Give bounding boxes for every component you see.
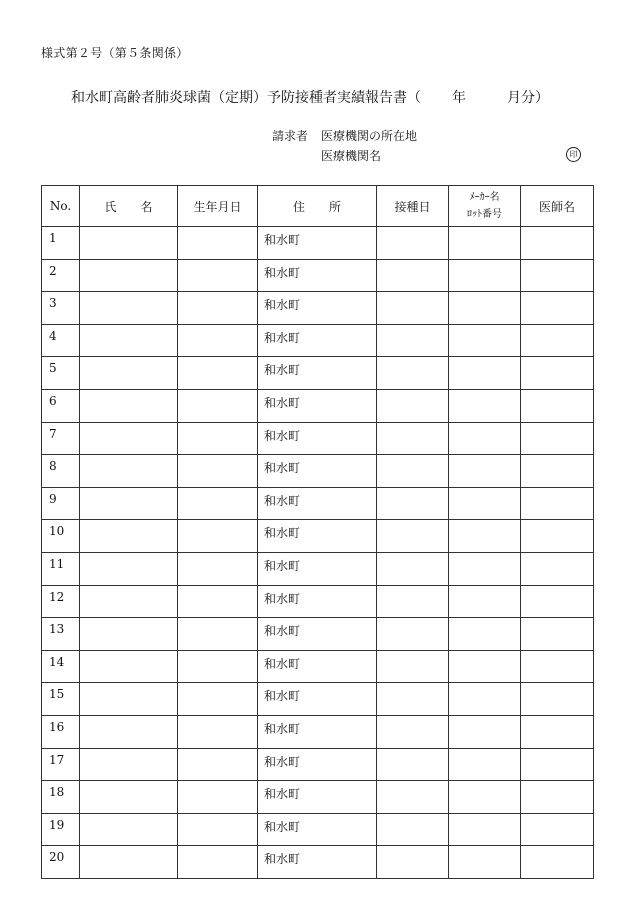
- name-cell[interactable]: [80, 650, 178, 683]
- vaccination-date-cell[interactable]: [377, 487, 449, 520]
- header-maker-lot: [449, 186, 521, 227]
- name-cell[interactable]: [80, 324, 178, 357]
- header-address: 住 所: [258, 186, 377, 227]
- maker-lot-cell[interactable]: [449, 781, 521, 814]
- birthdate-cell[interactable]: [178, 846, 258, 879]
- address-cell[interactable]: 和水町: [258, 389, 377, 422]
- birthdate-cell[interactable]: [178, 227, 258, 260]
- vaccination-date-cell[interactable]: [377, 846, 449, 879]
- name-cell[interactable]: [80, 846, 178, 879]
- row-number: 18: [42, 781, 80, 814]
- row-number: 20: [42, 846, 80, 879]
- address-cell[interactable]: 和水町: [258, 650, 377, 683]
- birthdate-cell[interactable]: [178, 585, 258, 618]
- maker-lot-cell[interactable]: [449, 357, 521, 390]
- birthdate-cell[interactable]: [178, 813, 258, 846]
- claimant-label: 請求者: [272, 129, 309, 143]
- header-doctor: 医師名: [521, 186, 594, 227]
- doctor-cell[interactable]: [521, 552, 594, 585]
- row-number: 14: [42, 650, 80, 683]
- maker-lot-cell[interactable]: [449, 422, 521, 455]
- birthdate-cell[interactable]: [178, 357, 258, 390]
- maker-lot-cell[interactable]: [449, 259, 521, 292]
- vaccination-date-cell[interactable]: [377, 650, 449, 683]
- table-row: [42, 292, 594, 325]
- doctor-cell[interactable]: [521, 585, 594, 618]
- address-cell[interactable]: 和水町: [258, 585, 377, 618]
- name-cell[interactable]: [80, 781, 178, 814]
- table-row: [42, 618, 594, 651]
- table-row: [42, 487, 594, 520]
- name-cell[interactable]: [80, 520, 178, 553]
- row-number: 16: [42, 715, 80, 748]
- doctor-cell[interactable]: [521, 748, 594, 781]
- title-month-label: 月分）: [507, 90, 549, 106]
- birthdate-cell[interactable]: [178, 292, 258, 325]
- address-cell[interactable]: 和水町: [258, 357, 377, 390]
- birthdate-cell[interactable]: [178, 715, 258, 748]
- maker-lot-cell[interactable]: [449, 520, 521, 553]
- doctor-cell[interactable]: [521, 781, 594, 814]
- maker-lot-cell[interactable]: [449, 227, 521, 260]
- birthdate-cell[interactable]: [178, 683, 258, 716]
- birthdate-cell[interactable]: [178, 487, 258, 520]
- address-cell[interactable]: 和水町: [258, 455, 377, 488]
- vaccination-date-cell[interactable]: [377, 520, 449, 553]
- row-number: 10: [42, 520, 80, 553]
- row-number: 7: [42, 422, 80, 455]
- name-cell[interactable]: [80, 389, 178, 422]
- vaccination-date-cell[interactable]: [377, 748, 449, 781]
- doctor-cell[interactable]: [521, 715, 594, 748]
- name-cell[interactable]: [80, 227, 178, 260]
- birthdate-cell[interactable]: [178, 324, 258, 357]
- institution-name-label: 医療機関名: [321, 149, 382, 163]
- vaccination-date-cell[interactable]: [377, 813, 449, 846]
- maker-lot-cell[interactable]: [449, 715, 521, 748]
- vaccination-date-cell[interactable]: [377, 357, 449, 390]
- row-number: 11: [42, 552, 80, 585]
- table-row: [42, 781, 594, 814]
- maker-lot-cell[interactable]: [449, 618, 521, 651]
- address-cell[interactable]: 和水町: [258, 715, 377, 748]
- maker-lot-cell[interactable]: [449, 389, 521, 422]
- doctor-cell[interactable]: [521, 227, 594, 260]
- table-row: [42, 422, 594, 455]
- birthdate-cell[interactable]: [178, 552, 258, 585]
- vaccination-date-cell[interactable]: [377, 683, 449, 716]
- vaccination-date-cell[interactable]: [377, 585, 449, 618]
- vaccination-date-cell[interactable]: [377, 552, 449, 585]
- vaccination-date-cell[interactable]: [377, 324, 449, 357]
- table-row: [42, 324, 594, 357]
- name-cell[interactable]: [80, 618, 178, 651]
- birthdate-cell[interactable]: [178, 520, 258, 553]
- maker-lot-cell[interactable]: [449, 487, 521, 520]
- title-year-label: 年: [452, 90, 466, 106]
- doctor-cell[interactable]: [521, 683, 594, 716]
- row-number: 8: [42, 455, 80, 488]
- vaccination-date-cell[interactable]: [377, 781, 449, 814]
- table-row: [42, 715, 594, 748]
- row-number: 17: [42, 748, 80, 781]
- doctor-cell[interactable]: [521, 324, 594, 357]
- table-row: [42, 455, 594, 488]
- address-cell[interactable]: 和水町: [258, 259, 377, 292]
- maker-lot-cell[interactable]: [449, 683, 521, 716]
- header-name: 氏 名: [80, 186, 178, 227]
- row-number: 13: [42, 618, 80, 651]
- row-number: 4: [42, 324, 80, 357]
- table-row: [42, 846, 594, 879]
- doctor-cell[interactable]: [521, 455, 594, 488]
- table-row: [42, 585, 594, 618]
- row-number: 12: [42, 585, 80, 618]
- address-cell[interactable]: 和水町: [258, 618, 377, 651]
- name-cell[interactable]: [80, 552, 178, 585]
- birthdate-cell[interactable]: [178, 259, 258, 292]
- table-row: [42, 748, 594, 781]
- title-main: 和水町高齢者肺炎球菌（定期）予防接種者実績報告書（: [71, 90, 421, 106]
- address-cell[interactable]: 和水町: [258, 748, 377, 781]
- maker-lot-cell[interactable]: [449, 585, 521, 618]
- table-row: [42, 520, 594, 553]
- row-number: 6: [42, 389, 80, 422]
- doctor-cell[interactable]: [521, 357, 594, 390]
- seal-mark: 印: [566, 147, 581, 162]
- vaccination-date-cell[interactable]: [377, 389, 449, 422]
- header-lot: ﾛｯﾄ番号: [467, 209, 502, 220]
- address-cell[interactable]: 和水町: [258, 846, 377, 879]
- header-no: No.: [42, 186, 80, 227]
- report-table: [41, 185, 594, 879]
- name-cell[interactable]: [80, 259, 178, 292]
- table-row: [42, 259, 594, 292]
- vaccination-date-cell[interactable]: [377, 618, 449, 651]
- maker-lot-cell[interactable]: [449, 324, 521, 357]
- name-cell[interactable]: [80, 357, 178, 390]
- form-number: 様式第２号（第５条関係）: [41, 46, 189, 60]
- table-row: [42, 227, 594, 260]
- address-cell[interactable]: 和水町: [258, 520, 377, 553]
- table-body: [42, 227, 594, 879]
- address-cell[interactable]: 和水町: [258, 292, 377, 325]
- table-header-row: [42, 186, 594, 227]
- header-maker: ﾒｰｶｰ名: [469, 192, 500, 203]
- address-cell[interactable]: 和水町: [258, 813, 377, 846]
- name-cell[interactable]: [80, 715, 178, 748]
- vaccination-date-cell[interactable]: [377, 227, 449, 260]
- address-cell[interactable]: 和水町: [258, 227, 377, 260]
- birthdate-cell[interactable]: [178, 748, 258, 781]
- vaccination-date-cell[interactable]: [377, 292, 449, 325]
- doctor-cell[interactable]: [521, 846, 594, 879]
- maker-lot-cell[interactable]: [449, 292, 521, 325]
- name-cell[interactable]: [80, 487, 178, 520]
- maker-lot-cell[interactable]: [449, 650, 521, 683]
- institution-address-label: 医療機関の所在地: [321, 129, 418, 143]
- row-number: 9: [42, 487, 80, 520]
- header-vaccination-date: 接種日: [377, 186, 449, 227]
- doctor-cell[interactable]: [521, 389, 594, 422]
- row-number: 19: [42, 813, 80, 846]
- vaccination-date-cell[interactable]: [377, 259, 449, 292]
- table-row: [42, 552, 594, 585]
- doctor-cell[interactable]: [521, 487, 594, 520]
- row-number: 15: [42, 683, 80, 716]
- row-number: 1: [42, 227, 80, 260]
- doctor-cell[interactable]: [521, 422, 594, 455]
- row-number: 2: [42, 259, 80, 292]
- doctor-cell[interactable]: [521, 618, 594, 651]
- maker-lot-cell[interactable]: [449, 455, 521, 488]
- address-cell[interactable]: 和水町: [258, 781, 377, 814]
- doctor-cell[interactable]: [521, 813, 594, 846]
- doctor-cell[interactable]: [521, 292, 594, 325]
- name-cell[interactable]: [80, 585, 178, 618]
- address-cell[interactable]: 和水町: [258, 552, 377, 585]
- name-cell[interactable]: [80, 813, 178, 846]
- name-cell[interactable]: [80, 683, 178, 716]
- maker-lot-cell[interactable]: [449, 813, 521, 846]
- table-row: [42, 813, 594, 846]
- birthdate-cell[interactable]: [178, 781, 258, 814]
- name-cell[interactable]: [80, 748, 178, 781]
- maker-lot-cell[interactable]: [449, 846, 521, 879]
- birthdate-cell[interactable]: [178, 650, 258, 683]
- name-cell[interactable]: [80, 292, 178, 325]
- vaccination-date-cell[interactable]: [377, 455, 449, 488]
- address-cell[interactable]: 和水町: [258, 683, 377, 716]
- birthdate-cell[interactable]: [178, 455, 258, 488]
- table-row: [42, 683, 594, 716]
- birthdate-cell[interactable]: [178, 389, 258, 422]
- name-cell[interactable]: [80, 455, 178, 488]
- vaccination-date-cell[interactable]: [377, 422, 449, 455]
- maker-lot-cell[interactable]: [449, 748, 521, 781]
- address-cell[interactable]: 和水町: [258, 487, 377, 520]
- doctor-cell[interactable]: [521, 520, 594, 553]
- table-row: [42, 650, 594, 683]
- row-number: 5: [42, 357, 80, 390]
- doctor-cell[interactable]: [521, 650, 594, 683]
- maker-lot-cell[interactable]: [449, 552, 521, 585]
- address-cell[interactable]: 和水町: [258, 422, 377, 455]
- birthdate-cell[interactable]: [178, 618, 258, 651]
- table-row: [42, 357, 594, 390]
- address-cell[interactable]: 和水町: [258, 324, 377, 357]
- name-cell[interactable]: [80, 422, 178, 455]
- table-row: [42, 389, 594, 422]
- document-title: [71, 87, 571, 107]
- vaccination-date-cell[interactable]: [377, 715, 449, 748]
- doctor-cell[interactable]: [521, 259, 594, 292]
- row-number: 3: [42, 292, 80, 325]
- birthdate-cell[interactable]: [178, 422, 258, 455]
- header-birthdate: 生年月日: [178, 186, 258, 227]
